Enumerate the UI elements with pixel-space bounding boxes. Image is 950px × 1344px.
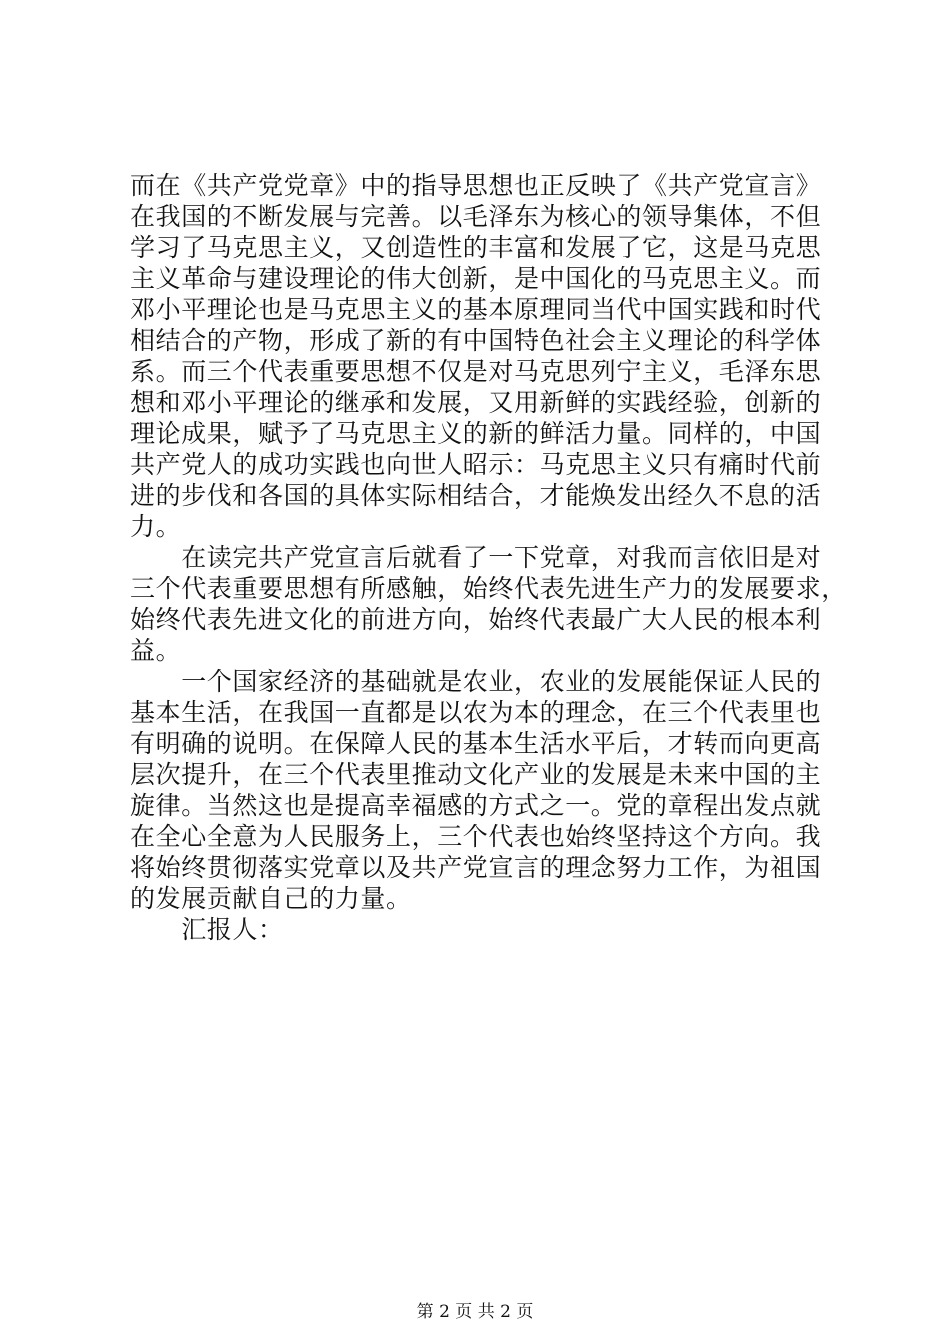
text-line: 系。而三个代表重要思想不仅是对马克思列宁主义，毛泽东思	[130, 357, 822, 386]
text-line: 邓小平理论也是马克思主义的基本原理同当代中国实践和时代	[130, 295, 822, 324]
text-line: 始终代表先进文化的前进方向，始终代表最广大人民的根本利	[130, 605, 822, 634]
text-line: 基本生活，在我国一直都是以农为本的理念，在三个代表里也	[130, 698, 822, 727]
text-line: 进的步伐和各国的具体实际相结合，才能焕发出经久不息的活	[130, 481, 822, 510]
text-line: 益。	[130, 636, 182, 665]
text-line: 主义革命与建设理论的伟大创新，是中国化的马克思主义。而	[130, 264, 822, 293]
text-line: 层次提升，在三个代表里推动文化产业的发展是未来中国的主	[130, 760, 822, 789]
text-line: 力。	[130, 512, 182, 541]
text-line: 一个国家经济的基础就是农业，农业的发展能保证人民的	[130, 667, 822, 696]
text-line: 在全心全意为人民服务上，三个代表也始终坚持这个方向。我	[130, 822, 822, 851]
body-text	[130, 170, 847, 945]
text-line: 学习了马克思主义，又创造性的丰富和发展了它，这是马克思	[130, 233, 822, 262]
text-line: 共产党人的成功实践也向世人昭示：马克思主义只有痛时代前	[130, 450, 822, 479]
text-line: 相结合的产物，形成了新的有中国特色社会主义理论的科学体	[130, 326, 822, 355]
text-line: 在读完共产党宣言后就看了一下党章，对我而言依旧是对	[130, 543, 822, 572]
text-line: 而在《共产党党章》中的指导思想也正反映了《共产党宣言》	[130, 171, 822, 200]
page-footer	[0, 1301, 950, 1323]
text-line: 三个代表重要思想有所感触，始终代表先进生产力的发展要求，	[130, 574, 847, 603]
text-line: 将始终贯彻落实党章以及共产党宣言的理念努力工作，为祖国	[130, 853, 822, 882]
page-number: 第 2 页 共 2 页	[416, 1302, 534, 1322]
text-line: 想和邓小平理论的继承和发展，又用新鲜的实践经验，创新的	[130, 388, 822, 417]
text-line: 在我国的不断发展与完善。以毛泽东为核心的领导集体，不但	[130, 202, 822, 231]
text-line: 有明确的说明。在保障人民的基本生活水平后，才转而向更高	[130, 729, 822, 758]
text-line: 的发展贡献自己的力量。	[130, 884, 412, 913]
text-line: 汇报人：	[130, 915, 284, 944]
text-line: 旋律。当然这也是提高幸福感的方式之一。党的章程出发点就	[130, 791, 822, 820]
text-line: 理论成果，赋予了马克思主义的新的鲜活力量。同样的，中国	[130, 419, 822, 448]
